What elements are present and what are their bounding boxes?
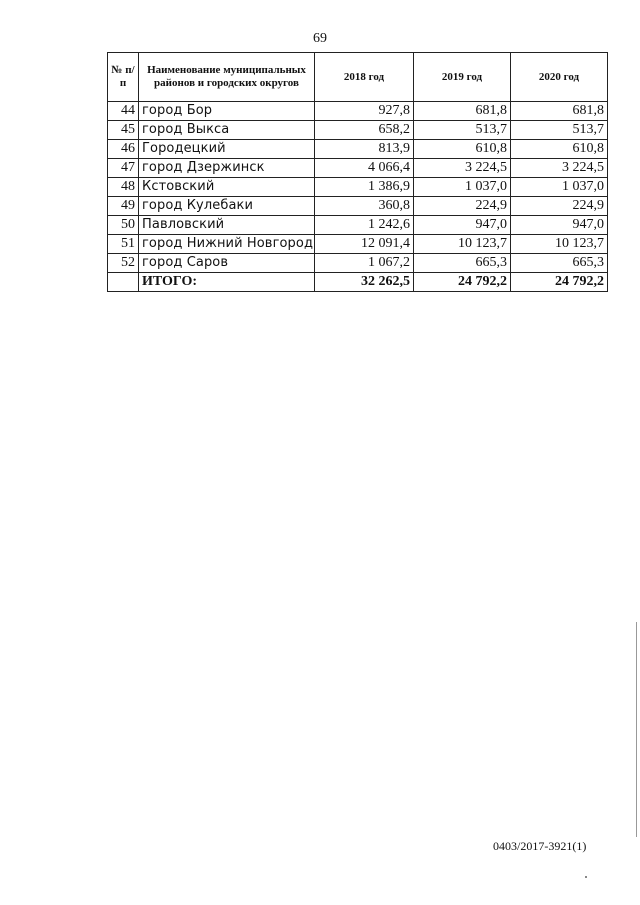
row-value-2019: 224,9 bbox=[414, 197, 511, 216]
table-row bbox=[108, 178, 608, 197]
row-num: 45 bbox=[108, 121, 139, 140]
row-name: город Саров bbox=[139, 254, 315, 273]
table-row bbox=[108, 197, 608, 216]
table-row bbox=[108, 235, 608, 254]
row-value-2020: 1 037,0 bbox=[511, 178, 608, 197]
table-header-row bbox=[108, 53, 608, 102]
header-name: Наименование муниципальных районов и городских округов bbox=[139, 53, 315, 102]
row-value-2020: 224,9 bbox=[511, 197, 608, 216]
header-2019: 2019 год bbox=[414, 53, 511, 102]
row-name: город Дзержинск bbox=[139, 159, 315, 178]
row-value-2020: 947,0 bbox=[511, 216, 608, 235]
row-value-2020: 3 224,5 bbox=[511, 159, 608, 178]
row-value-2018: 1 242,6 bbox=[315, 216, 414, 235]
row-value-2019: 3 224,5 bbox=[414, 159, 511, 178]
header-num: № п/п bbox=[108, 53, 139, 102]
row-value-2018: 4 066,4 bbox=[315, 159, 414, 178]
scan-speck bbox=[585, 876, 587, 878]
header-2018: 2018 год bbox=[315, 53, 414, 102]
row-value-2019: 513,7 bbox=[414, 121, 511, 140]
row-name: Кстовский bbox=[139, 178, 315, 197]
row-num: 51 bbox=[108, 235, 139, 254]
row-name: город Нижний Новгород bbox=[139, 235, 315, 254]
table-row bbox=[108, 140, 608, 159]
row-num: 49 bbox=[108, 197, 139, 216]
row-num: 47 bbox=[108, 159, 139, 178]
row-value-2018: 927,8 bbox=[315, 102, 414, 121]
row-num: 50 bbox=[108, 216, 139, 235]
document-code: 0403/2017-3921(1) bbox=[493, 839, 587, 853]
row-num: 48 bbox=[108, 178, 139, 197]
total-value-2019: 24 792,2 bbox=[414, 273, 511, 292]
table-row bbox=[108, 121, 608, 140]
total-row bbox=[108, 273, 608, 292]
row-value-2019: 1 037,0 bbox=[414, 178, 511, 197]
row-value-2019: 610,8 bbox=[414, 140, 511, 159]
row-name: город Кулебаки bbox=[139, 197, 315, 216]
row-value-2019: 665,3 bbox=[414, 254, 511, 273]
table-row bbox=[108, 159, 608, 178]
row-name: город Выкса bbox=[139, 121, 315, 140]
row-num: 46 bbox=[108, 140, 139, 159]
row-value-2018: 12 091,4 bbox=[315, 235, 414, 254]
table-row bbox=[108, 102, 608, 121]
row-value-2020: 665,3 bbox=[511, 254, 608, 273]
row-value-2020: 10 123,7 bbox=[511, 235, 608, 254]
total-value-2020: 24 792,2 bbox=[511, 273, 608, 292]
header-2020: 2020 год bbox=[511, 53, 608, 102]
row-num: 52 bbox=[108, 254, 139, 273]
total-value-2018: 32 262,5 bbox=[315, 273, 414, 292]
table-row bbox=[108, 216, 608, 235]
row-value-2018: 813,9 bbox=[315, 140, 414, 159]
row-name: город Бор bbox=[139, 102, 315, 121]
row-value-2018: 658,2 bbox=[315, 121, 414, 140]
row-value-2018: 1 386,9 bbox=[315, 178, 414, 197]
row-value-2019: 681,8 bbox=[414, 102, 511, 121]
row-value-2020: 610,8 bbox=[511, 140, 608, 159]
row-value-2019: 947,0 bbox=[414, 216, 511, 235]
page-number: 69 bbox=[313, 31, 327, 46]
table-row bbox=[108, 254, 608, 273]
row-name: Городецкий bbox=[139, 140, 315, 159]
row-value-2018: 1 067,2 bbox=[315, 254, 414, 273]
total-label: ИТОГО: bbox=[139, 273, 315, 292]
row-value-2019: 10 123,7 bbox=[414, 235, 511, 254]
row-num: 44 bbox=[108, 102, 139, 121]
row-value-2020: 681,8 bbox=[511, 102, 608, 121]
row-value-2020: 513,7 bbox=[511, 121, 608, 140]
allocation-table bbox=[107, 52, 608, 292]
row-value-2018: 360,8 bbox=[315, 197, 414, 216]
total-num-cell bbox=[108, 273, 139, 292]
row-name: Павловский bbox=[139, 216, 315, 235]
scan-margin-line bbox=[636, 622, 637, 837]
